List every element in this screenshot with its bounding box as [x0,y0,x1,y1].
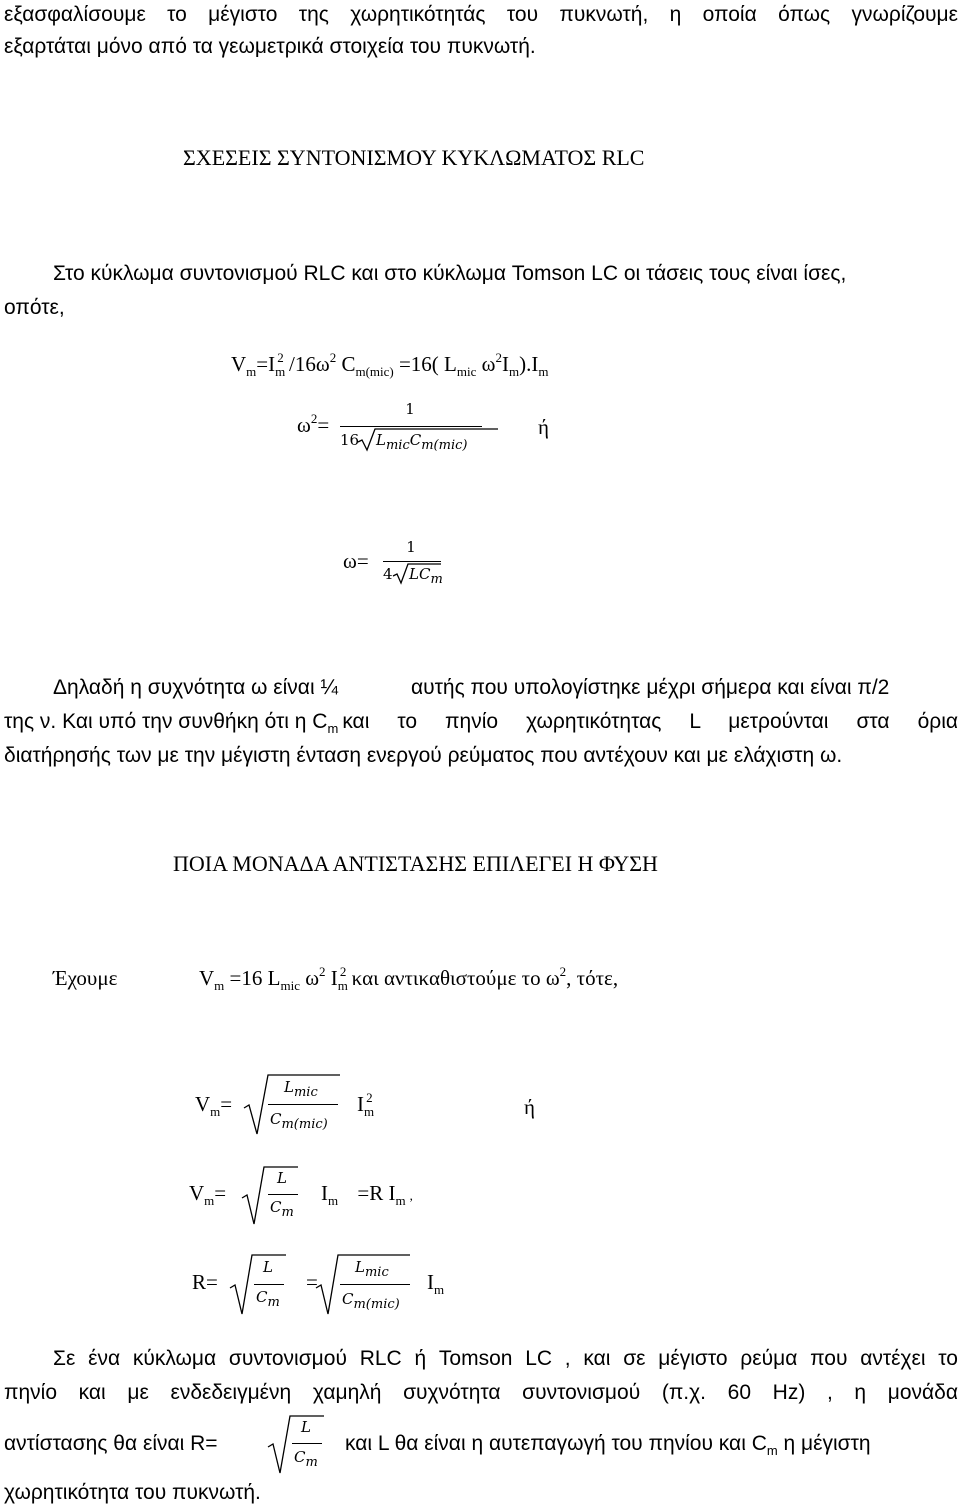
equation-vm-expansion: $V_m =16$ $L_{mic}$ $\omega^2$ $I_m^2$ και αντικαθιστούμε το $\omega^2$, τότε, [199,964,619,993]
or-label: ή [524,1095,535,1119]
radical-sign [268,1415,328,1475]
equation-we-have-label: Έχουμε [53,966,118,990]
para3-line-4: χωρητικότητα του πυκνωτή. [4,1481,261,1504]
para3-line-2: πηνίο και με ενδεδειγμένη χαμηλή συχνότητα συντονισμού (π.χ. 60 Hz) , η μονάδα [4,1381,958,1404]
para3-line-1: Σε ένα κύκλωμα συντονισμού RLC ή Tomson LC , και σε μέγιστο ρεύμα που αντέχει το [53,1347,958,1370]
para2-line-3: διατήρησής των με την μέγιστη ένταση ενεργού ρεύματος που αντέχουν και με ελάχιστη ω. [4,744,843,767]
para1-line-1: Στο κύκλωμα συντονισμού RLC και στο κύκλωμα Tomson LC οι τάσεις τους είναι ίσες, [53,262,847,285]
para2-line-1b: αυτής που υπολογίστηκε μέχρι σήμερα και είναι π/2 [411,676,890,699]
section-heading-resonance: ΣΧΕΣΕΙΣ ΣΥΝΤΟΝΙΣΜΟΥ ΚΥΚΛΩΜΑΤΟΣ RLC [183,145,645,170]
intro-line-2: εξαρτάται μόνο από τα γεωμετρικά στοιχεία του πυκνωτή. [4,35,536,58]
section-heading-unit: ΠΟΙΑ ΜΟΝΑΔΑ ΑΝΤΙΣΤΑΣΗΣ ΕΠΙΛΕΓΕΙ Η ΦΥΣΗ [173,851,658,876]
intro-line-1: εξασφαλίσουμε το μέγιστο της χωρητικότητάς του πυκνωτή, η οποία όπως γνωρίζουμε [4,3,958,26]
radical-sign [230,1254,290,1316]
para2-line-1a: Δηλαδή η συχνότητα ω είναι ¼ [53,676,338,699]
para1-line-2: οπότε, [4,296,65,319]
equation-voltage-relation: $V_m=I_m^2$ $/16\omega^2$ $C_{m(mic)} =16$( $L_{mic}$ $\omega^2I_m).I_m$ [231,350,549,379]
para2-line-2: της ν. Και υπό την συνθήκη ότι η $C_m$ και το πηνίο χωρητικότητας L μετρούνται στα όρια [4,710,958,736]
or-label: ή [538,415,549,439]
radical-sign [358,428,378,452]
